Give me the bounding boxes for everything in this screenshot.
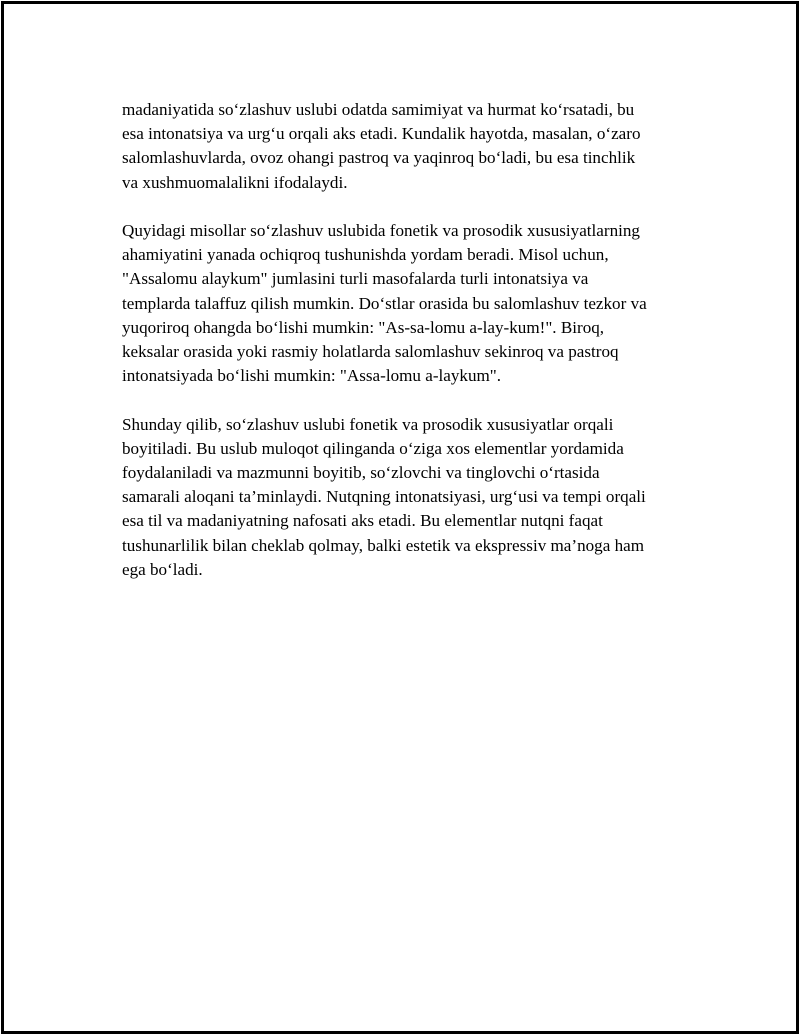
paragraph-2 — [122, 219, 702, 388]
text-line: keksalar orasida yoki rasmiy holatlarda salomlashuv sekinroq va pastroq — [122, 342, 619, 362]
text-line: foydalaniladi va mazmunni boyitib, so‘zlovchi va tinglovchi o‘rtasida — [122, 463, 600, 483]
paragraph-1 — [122, 98, 702, 195]
text-line: templarda talaffuz qilish mumkin. Do‘stlar orasida bu salomlashuv tezkor va — [122, 293, 647, 313]
text-line: madaniyatida so‘zlashuv uslubi odatda samimiyat va hurmat ko‘rsatadi, bu — [122, 100, 635, 119]
text-line: samarali aloqani ta’minlaydi. Nutqning intonatsiyasi, urg‘usi va tempi orqali — [122, 487, 646, 507]
document-body — [122, 98, 702, 606]
text-line: Quyidagi misollar so‘zlashuv uslubida fonetik va prosodik xususiyatlarning — [122, 221, 640, 240]
text-line: va xushmuomalalikni ifodalaydi. — [122, 172, 348, 192]
text-line: intonatsiyada bo‘lishi mumkin: "Assa-lomu a-laykum". — [122, 366, 502, 386]
text-line: esa til va madaniyatning nafosati aks etadi. Bu elementlar nutqni faqat — [122, 511, 603, 531]
text-line: esa intonatsiya va urg‘u orqali aks etadi. Kundalik hayotda, masalan, o‘zaro — [122, 124, 641, 144]
text-line: salomlashuvlarda, ovoz ohangi pastroq va yaqinroq bo‘ladi, bu esa tinchlik — [122, 148, 636, 168]
text-line: boyitiladi. Bu uslub muloqot qilinganda o‘ziga xos elementlar yordamida — [122, 438, 624, 458]
text-line: ahamiyatini yanada ochiqroq tushunishda yordam beradi. Misol uchun, — [122, 245, 609, 265]
paragraph-3 — [122, 413, 702, 582]
text-line: yuqoriroq ohangda bo‘lishi mumkin: "As-sa-lomu a-lay-kum!". Biroq, — [122, 317, 605, 337]
text-line: "Assalomu alaykum" jumlasini turli masofalarda turli intonatsiya va — [122, 269, 589, 289]
text-line: ega bo‘ladi. — [122, 559, 203, 579]
text-line: Shunday qilib, so‘zlashuv uslubi fonetik va prosodik xususiyatlar orqali — [122, 414, 614, 434]
page-frame — [1, 1, 799, 1034]
text-line: tushunarlilik bilan cheklab qolmay, balki estetik va ekspressiv ma’noga ham — [122, 535, 645, 555]
